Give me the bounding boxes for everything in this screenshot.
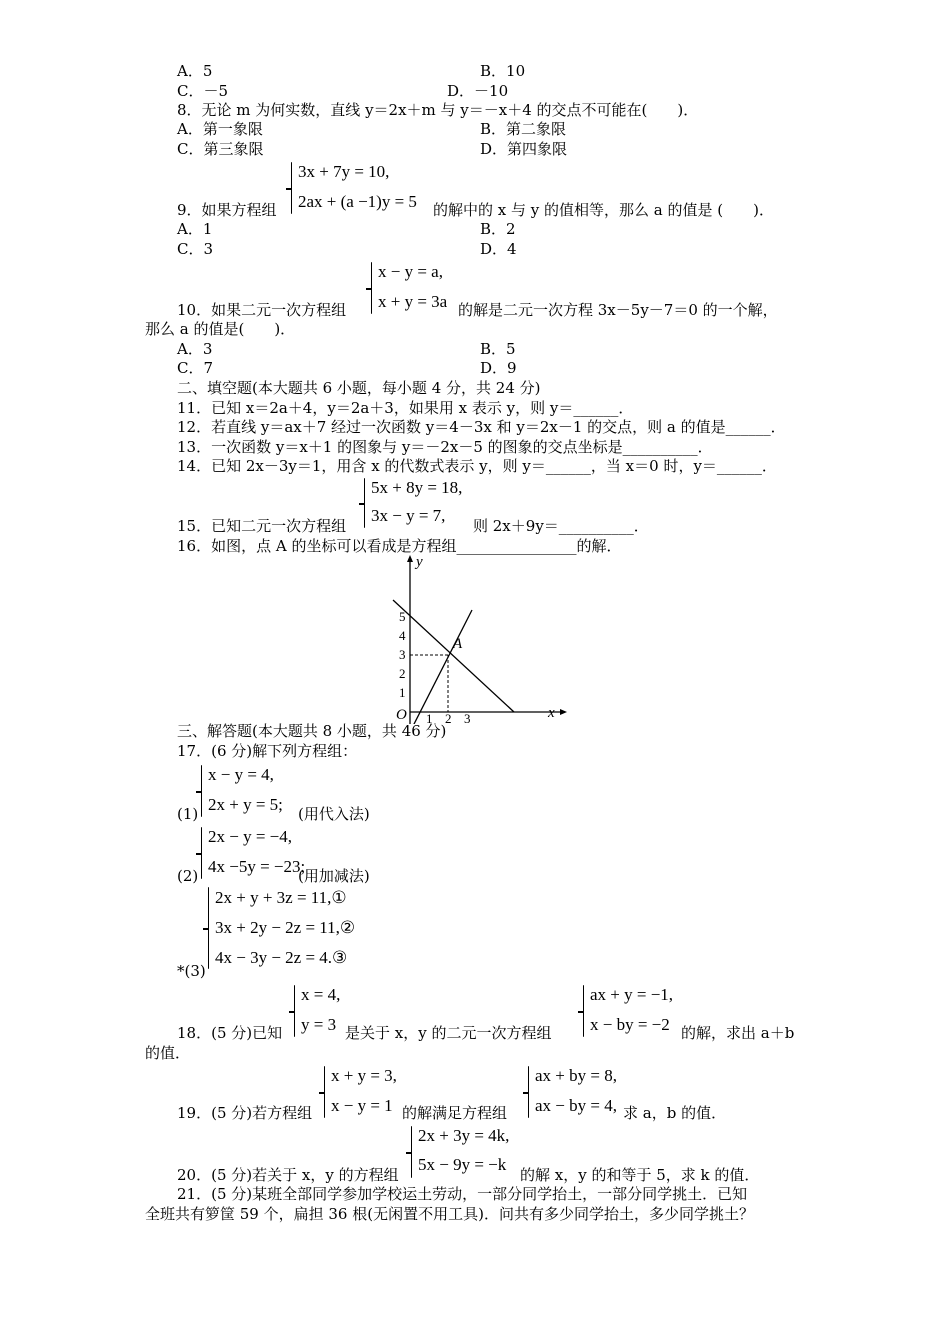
y-axis-label: y [416,554,423,570]
q9-eq1: 3x + 7y = 10, [298,162,390,181]
q8-option-a: A．第一象限 [177,120,263,138]
q17-p1-note: (用代入法) [298,805,370,823]
q10-option-a: A．3 [177,340,213,358]
q18-t1: ax + y = −1, [590,985,674,1004]
y-axis-arrow [407,555,413,562]
q9-eq2: 2ax + (a −1)y = 5 [298,192,417,211]
q15-tail: 则 2x＋9y＝__________． [473,517,649,535]
q19-tail: 求 a，b 的值． [623,1104,727,1122]
q18-tail: 的解，求出 a＋b [681,1024,795,1042]
q20-lead: 20．(5 分)若关于 x，y 的方程组 [177,1166,399,1184]
q19-brace-2 [528,1066,529,1118]
x-tick-2: 2 [445,711,452,724]
q13: 13．一次函数 y＝x＋1 的图象与 y＝－2x－5 的图象的交点坐标是__________． [177,438,713,456]
line-decreasing [393,600,514,712]
q17-p1-eq2: 2x + y = 5; [208,795,283,814]
q9-option-c: C．3 [177,240,214,258]
y-tick-1: 1 [399,685,406,700]
q21-line-1: 21．(5 分)某班全部同学参加学校运土劳动，一部分同学抬土，一部分同学挑土．已知 [177,1185,748,1203]
q18-brace-1 [294,985,295,1037]
q20-tail: 的解 x，y 的和等于 5，求 k 的值． [520,1166,760,1184]
q15-eq2: 3x − y = 7, [371,506,446,525]
q14: 14．已知 2x－3y＝1，用含 x 的代数式表示 y，则 y＝______，当 x＝0 时，y＝______． [177,457,777,475]
q7-option-b: B．10 [480,62,526,80]
section-3-heading: 三、解答题(本大题共 8 小题，共 46 分) [177,722,447,740]
q7-option-d: D．－10 [447,82,509,100]
point-a-label: A [453,636,463,652]
q8-option-d: D．第四象限 [480,140,568,158]
x-tick-3: 3 [464,711,471,724]
q10-eq1: x − y = a, [378,262,443,281]
x-tick-1: 1 [426,711,433,724]
q8-option-b: B．第二象限 [480,120,567,138]
q10-option-c: C．7 [177,359,214,377]
q18-cont: 的值． [145,1044,191,1062]
q10-option-d: D．9 [480,359,517,377]
q17-stem: 17．(6 分)解下列方程组： [177,742,358,760]
q10-brace [371,262,372,314]
q17-p2-eq2: 4x −5y = −23; [208,857,306,876]
q20-s2: 5x − 9y = −k [418,1155,507,1174]
q9-option-d: D．4 [480,240,517,258]
origin-label: O [396,707,407,723]
y-tick-4: 4 [399,628,406,643]
q9-brace [291,162,292,214]
q18-mid: 是关于 x，y 的二元一次方程组 [345,1024,552,1042]
q11: 11．已知 x＝2a＋4，y＝2a＋3，如果用 x 表示 y，则 y＝______． [177,399,634,417]
q20-brace [411,1126,412,1178]
y-tick-2: 2 [399,666,406,681]
q19-s2: x − y = 1 [331,1096,393,1115]
q18-lead: 18．(5 分)已知 [177,1024,283,1042]
q18-s2: y = 3 [301,1015,337,1034]
q9-tail: 的解中的 x 与 y 的值相等，那么 a 的值是 ( )． [433,201,774,219]
y-tick-5: 5 [399,609,406,624]
coordinate-graph [390,552,570,724]
q20-s1: 2x + 3y = 4k, [418,1126,510,1145]
q19-brace-1 [324,1066,325,1118]
q17-p3-brace [208,887,209,969]
q10-lead: 10．如果二元一次方程组 [177,301,347,319]
q19-mid: 的解满足方程组 [402,1104,508,1122]
q17-p3-label: *(3) [177,962,206,980]
q10-tail: 的解是二元一次方程 3x－5y－7＝0 的一个解， [458,301,778,319]
q10-option-b: B．5 [480,340,516,358]
q16: 16．如图，点 A 的坐标可以看成是方程组________________的解． [177,537,622,555]
line-increasing [411,610,472,724]
q18-brace-2 [583,985,584,1037]
x-axis-label: x [548,705,555,721]
q17-p1-brace [201,765,202,817]
q15-eq1: 5x + 8y = 18, [371,478,463,497]
q17-p1-eq1: x − y = 4, [208,765,274,784]
q19-lead: 19．(5 分)若方程组 [177,1104,313,1122]
q10-eq2: x + y = 3a [378,292,448,311]
q12: 12．若直线 y＝ax＋7 经过一次函数 y＝4－3x 和 y＝2x－1 的交点，则 a 的值是______． [177,418,786,436]
q17-p2-eq1: 2x − y = −4, [208,827,293,846]
q21-line-2: 全班共有箩筐 59 个，扁担 36 根(无闲置不用工具)．问共有多少同学抬土，多少同学挑土？ [145,1205,754,1223]
q18-s1: x = 4, [301,985,341,1004]
q9-option-a: A．1 [177,220,213,238]
q15-brace [364,478,365,528]
q8-stem: 8．无论 m 为何实数，直线 y＝2x＋m 与 y＝－x＋4 的交点不可能在( )． [177,101,699,119]
q10-cont: 那么 a 的值是( )． [145,320,296,338]
q7-option-a: A．5 [177,62,213,80]
q17-p3-eq2: 3x + 2y − 2z = 11,② [215,918,356,937]
q9-lead: 9．如果方程组 [177,201,277,219]
q8-option-c: C．第三象限 [177,140,264,158]
q19-s1: x + y = 3, [331,1066,397,1085]
q17-p1-label: (1) [177,805,199,823]
x-axis-arrow [560,709,567,715]
q19-t1: ax + by = 8, [535,1066,617,1085]
q17-p2-note: (用加减法) [298,867,370,885]
q19-t2: ax − by = 4, [535,1096,617,1115]
q7-option-c: C．－5 [177,82,229,100]
q17-p2-label: (2) [177,867,199,885]
q17-p3-eq3: 4x − 3y − 2z = 4.③ [215,948,348,967]
section-2-heading: 二、填空题(本大题共 6 小题，每小题 4 分，共 24 分) [177,379,541,397]
y-tick-3: 3 [399,647,406,662]
q9-option-b: B．2 [480,220,516,238]
q17-p3-eq1: 2x + y + 3z = 11,① [215,888,347,907]
q17-p2-brace [201,827,202,879]
q15-lead: 15．已知二元一次方程组 [177,517,347,535]
q18-t2: x − by = −2 [590,1015,670,1034]
